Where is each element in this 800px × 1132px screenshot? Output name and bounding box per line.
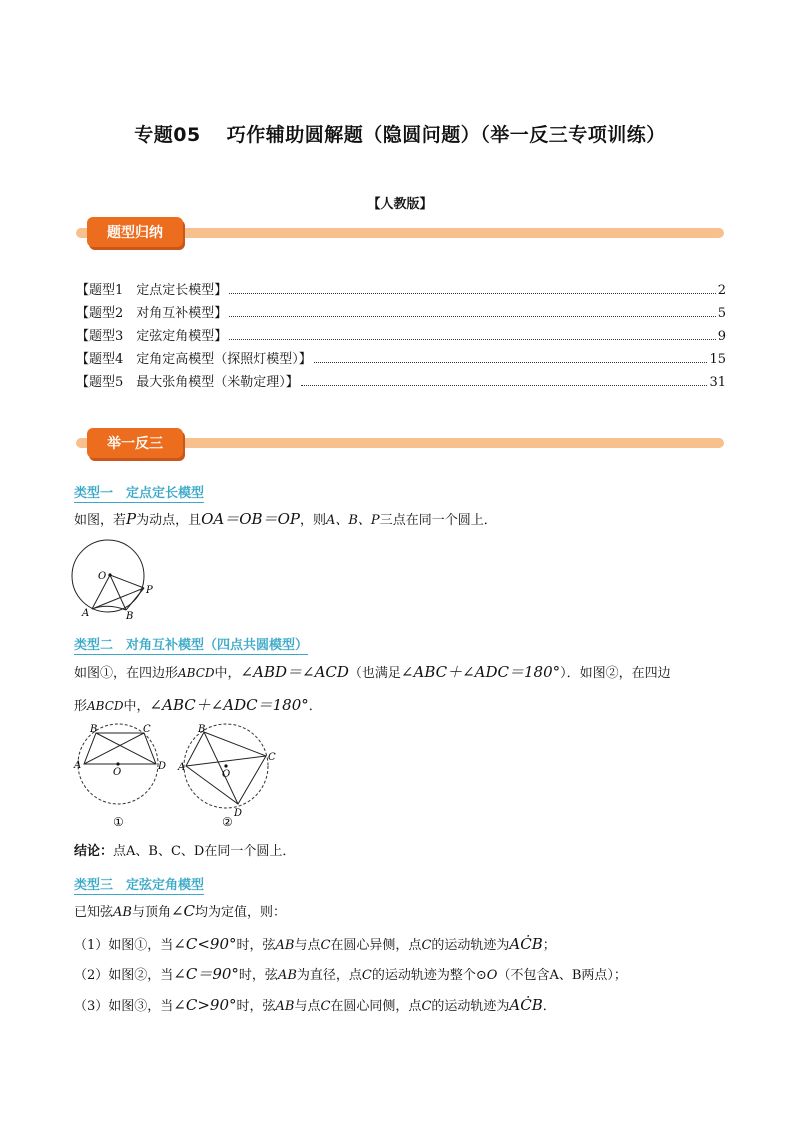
toc-leader <box>314 362 708 363</box>
text: ． <box>542 999 556 1014</box>
figure-caption: ② <box>222 815 233 829</box>
math-condition: ∠C<90° <box>173 935 237 953</box>
math-points: A、B、P <box>325 513 380 528</box>
math-arc: AĊB <box>509 996 543 1014</box>
toc-leader <box>229 316 715 317</box>
section3-item-2 <box>74 965 730 985</box>
label-c: C <box>268 752 276 763</box>
math-arc: AĊB <box>509 935 543 953</box>
section3-item-1 <box>74 935 730 955</box>
toc-row-2[interactable] <box>76 299 726 321</box>
toc-label: 【题型2 对角互补模型】 <box>76 306 228 321</box>
label-o: O <box>98 571 107 582</box>
text: 在圆心异侧，点 <box>330 938 422 953</box>
toc-label: 【题型3 定弦定角模型】 <box>76 329 228 344</box>
text: 时，弦 <box>236 938 276 953</box>
toc-row-1[interactable] <box>76 276 726 298</box>
section1-text <box>74 510 730 530</box>
summary-badge: 题型归纳 <box>87 217 183 247</box>
figure-caption: ① <box>113 815 124 829</box>
text: 时，弦 <box>236 999 276 1014</box>
text: 为直径，点 <box>296 968 362 983</box>
text: 的运动轨迹为 <box>431 938 510 953</box>
label-o: O <box>113 767 122 778</box>
label-a: A <box>74 760 82 771</box>
section2-line2 <box>74 696 730 716</box>
toc-label: 【题型5 最大张角模型（米勒定理）】 <box>76 375 299 390</box>
math-equation: ∠ABD＝∠ACD <box>240 663 349 681</box>
math-condition: ∠C>90° <box>173 996 237 1014</box>
text: （3）如图③，当 <box>74 999 174 1014</box>
label-d: D <box>234 808 243 819</box>
figure-cyclic-quad-2 <box>176 720 276 830</box>
toc-page: 2 <box>717 283 726 298</box>
edition-label: 【人教版】 <box>367 197 433 212</box>
math-c: C <box>320 938 331 953</box>
section3-heading: 类型三 定弦定角模型 <box>74 874 204 895</box>
text: 在圆心同侧，点 <box>330 999 422 1014</box>
math-equation: OA＝OB＝OP <box>201 510 300 528</box>
label-p: P <box>146 585 153 596</box>
text: 如图①，在四边形 <box>74 666 179 681</box>
text: ； <box>542 938 556 953</box>
math-equation: ∠ABC＋∠ADC＝180° <box>149 696 309 714</box>
math-abcd: ABCD <box>178 666 215 680</box>
text: ． <box>308 699 322 714</box>
math-condition: ∠C＝90° <box>173 965 239 983</box>
label-o: O <box>222 769 231 780</box>
math-ab: AB <box>275 938 295 953</box>
text: （2）如图②，当 <box>74 968 174 983</box>
math-ab: AB <box>113 905 132 920</box>
math-equation: ∠ABC＋∠ADC＝180° <box>400 663 561 681</box>
text: ）．如图②，在四边 <box>560 666 671 681</box>
math-o: O <box>486 968 498 983</box>
text: 为动点，且 <box>136 513 202 528</box>
toc-label: 【题型1 定点定长模型】 <box>76 283 228 298</box>
label-b: B <box>90 724 98 735</box>
text: ； <box>613 968 627 983</box>
section2-heading: 类型二 对角互补模型（四点共圆模型） <box>74 634 308 655</box>
math-c: C <box>361 968 372 983</box>
toc-leader <box>301 385 708 386</box>
section3-item-3 <box>74 996 730 1016</box>
toc-leader <box>229 339 715 340</box>
toc-leader <box>229 293 715 294</box>
text: 与顶角 <box>131 905 171 920</box>
math-p: P <box>126 510 137 528</box>
toc-page: 31 <box>709 375 726 390</box>
toc-row-3[interactable] <box>76 322 726 344</box>
math-ab: AB <box>277 968 297 983</box>
figure-fixed-point-circle <box>66 538 166 620</box>
toc-page: 15 <box>709 352 726 367</box>
math-ab: AB <box>275 999 295 1014</box>
toc-page: 5 <box>717 306 726 321</box>
title-prefix: 专题05 <box>134 124 201 146</box>
text: 与点 <box>294 999 321 1014</box>
text: 已知弦 <box>74 905 114 920</box>
math-c: C <box>421 938 432 953</box>
math-abcd: ABCD <box>87 699 124 713</box>
section1-heading: 类型一 定点定长模型 <box>74 482 204 503</box>
conclusion-label: 结论： <box>74 844 114 859</box>
text: 中， <box>214 666 241 681</box>
math-c: C <box>421 999 432 1014</box>
text: （1）如图①，当 <box>74 938 174 953</box>
text: 形 <box>74 699 88 714</box>
text: 与点 <box>294 938 321 953</box>
practice-badge: 举一反三 <box>87 428 183 458</box>
text: 时，弦 <box>238 968 278 983</box>
label-b: B <box>198 724 206 735</box>
document-title <box>0 120 800 147</box>
label-b: B <box>126 611 134 620</box>
section2-line1 <box>74 663 730 683</box>
text: ，则 <box>299 513 326 528</box>
section2-conclusion <box>74 843 730 861</box>
text: 均为定值，则： <box>195 905 287 920</box>
label-a: A <box>82 608 90 619</box>
text: 中， <box>123 699 150 714</box>
label-d: D <box>158 761 167 772</box>
math-angle: ∠C <box>170 902 196 920</box>
text: 三点在同一个圆上． <box>379 513 497 528</box>
section3-intro <box>74 902 730 922</box>
text: 的运动轨迹为整个⊙ <box>371 968 487 983</box>
text: 如图，若 <box>74 513 127 528</box>
toc-page: 9 <box>717 329 726 344</box>
conclusion-text: 点A、B、C、D在同一个圆上． <box>113 844 296 859</box>
math-c: C <box>320 999 331 1014</box>
label-c: C <box>143 724 151 735</box>
text: 的运动轨迹为 <box>431 999 510 1014</box>
toc-label: 【题型4 定角定高模型（探照灯模型）】 <box>76 352 312 367</box>
label-a: A <box>178 762 186 773</box>
figure-cyclic-quad-1 <box>70 722 170 830</box>
toc-row-5[interactable] <box>76 368 726 390</box>
title-main: 巧作辅助圆解题（隐圆问题）（举一反三专项训练） <box>226 124 666 146</box>
toc-row-4[interactable] <box>76 345 726 367</box>
text: （不包含A、B两点） <box>497 968 614 983</box>
text: （也满足 <box>348 666 401 681</box>
